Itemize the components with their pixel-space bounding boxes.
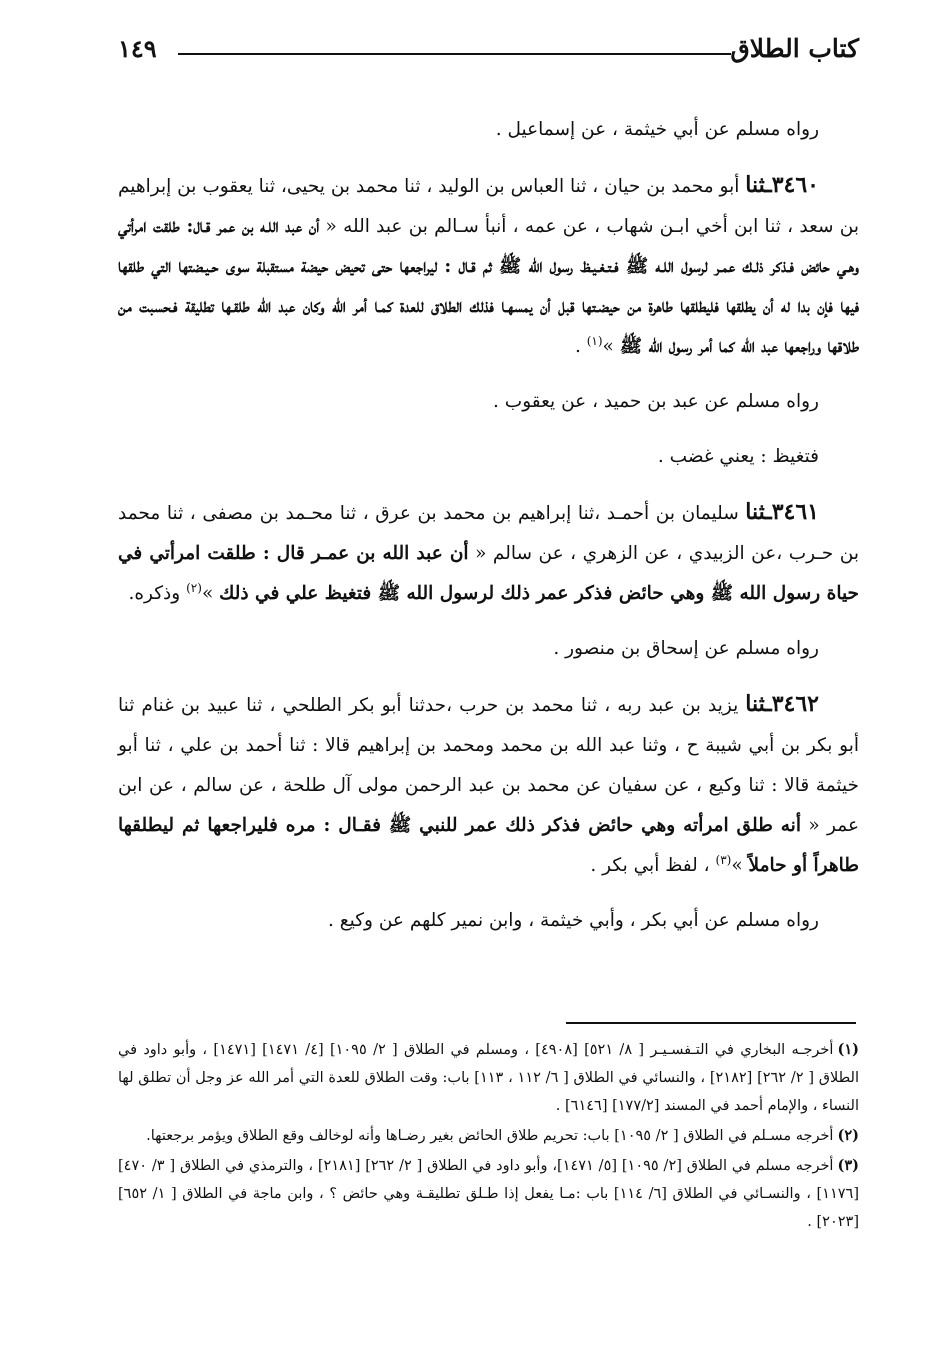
hadith-end: ، لفظ أبي بكر . — [590, 855, 716, 876]
hadith-number: ٣٤٦١ـثنا — [745, 499, 819, 525]
footnote-item — [118, 1036, 859, 1120]
footnote-text: أخرجه مسـلم في الطلاق [ ٢/ ١٠٩٥] باب: تحريم طلاق الحائض بغير رضـاها وأنه لوخالف وقع الطلاق ويؤمر برجعتها. — [146, 1128, 834, 1144]
footnote-marker: (٣) — [837, 1157, 859, 1174]
page-header — [118, 34, 859, 74]
hadith-isnad: يزيد بن عبد ربه ، ثنا محمد بن حرب ،حدثنا أبو بكر الطلحي ، ثنا عبيد بن غنام ثنا أبو بكر بن أبي شيبة ح ، وثنا عبد الله بن محمد ومحمد بن إبراهيم قالا : ثنا أحمد بن علي ، ثنا أبو خيثمة قالا : ثنا وكيع ، عن سفيان عن محمد بن عبد الرحمن مولى آل طلحة ، عن سالم ، عن ابن عمر « — [118, 695, 859, 836]
hadith-matn: أن عبد الله بن عمـر قال : طلقت امرأتي في حياة رسول الله ﷺ وهي حائض فذكر عمر ذلك لرسول الله ﷺ فتغيظ علي في ذلك — [118, 543, 859, 604]
footnote-ref: (٢) — [186, 580, 202, 595]
page-body — [118, 110, 859, 956]
hadith-isnad: سليمان بن أحمـد ،ثنا إبراهيم بن محمد بن عرق ، ثنا محـمد بن مصفى ، ثنا محمد بن حـرب ،عن الزبيدي ، عن الزهري ، عن سالم « — [118, 503, 859, 564]
footnote-item — [118, 1122, 859, 1150]
footnote-item — [118, 1152, 859, 1236]
footnote-ref: (١) — [586, 333, 603, 348]
word-gloss: فتغيظ : يعني غضب . — [657, 446, 819, 467]
footnote-text: أخرجـه البخاري في التـفسـيـر [ ٨/ ٥٢١] [٤٩٠٨] ، ومسلم في الطلاق [ ٢/ ١٠٩٥] [٤/ ١٤٧١] [١٤٧١] ، وأبو داود في الطلاق [ ٢/ ٢٦٢] [٢١٨٢] ، والنسائي في الطلاق [ ٦/ ١١٢ ، ١١٣] باب: وقت الطلاق للعدة التي أمر الله عز وجل أن تطلق لها النساء ، والإمام أحمد في المسند [١٧٧/٢] [٦١٤٦] . — [118, 1042, 859, 1114]
hadith-number: ٣٤٦٢ـثنا — [745, 691, 819, 717]
quote-close: » — [201, 583, 220, 604]
quote-close: » — [731, 855, 749, 876]
page-number: ١٤٩ — [118, 34, 157, 63]
hadith-end: وذكره. — [128, 583, 187, 604]
hadith-number: ٣٤٦٠ـثنا — [745, 172, 819, 198]
chapter-title: كتاب الطلاق — [730, 34, 859, 63]
footnotes — [118, 1036, 859, 1238]
footnote-ref: (٣) — [715, 852, 732, 867]
source-note: رواه مسلم عن أبي بكر ، وأبي خيثمة ، وابن نمير كلهم عن وكيع . — [328, 910, 819, 931]
hadith-matn: أن عبد اللـه بن عمر قـال: طلقت امرأتي وهـي حائض فـذكر ذلـك عمـر لرسول اللـه ﷺ فـتـغـيـظ رسول الله ﷺ ثم قـال : ليراجعها حتى تحيض حيضة مستقبلة سوى حـيـضتها التي طلقها فيها فإن بدا له أن يطلقها فليطلقها طاهرة من حيضـتها قبل أن يمسهـا فذلك الطلاق للعدة كمـا أمر الله وكان عبد الله طلقـها تطليقة فـحسبت من طلاقها وراجعها عبد الله كما أمر رسول الله ﷺ — [118, 216, 859, 357]
header-rule — [178, 53, 731, 55]
footnote-separator — [566, 1022, 856, 1024]
hadith-3462 — [118, 684, 859, 886]
hadith-isnad: أبو محمد بن حيان ، ثنا العباس بن الوليد ، ثنا محمد بن يحيى، ثنا يعقوب بن إبراهيم بن سعد ، ثنا ابن أخي ابـن شهاب ، عن عمه ، أنبأ سـالم بن عبد الله « — [118, 176, 859, 237]
quote-close: » — [602, 336, 620, 357]
hadith-end: . — [574, 336, 587, 357]
hadith-matn: أنه طلق امرأته وهي حائض فذكر ذلك عمر للنبي ﷺ فقـال : مره فليراجعها ثم ليطلقها طاهراً أو حاملاً — [118, 815, 859, 876]
hadith-3461 — [118, 492, 859, 614]
source-note: رواه مسلم عن أبي خيثمة ، عن إسماعيل . — [495, 119, 819, 140]
footnote-marker: (١) — [837, 1041, 859, 1058]
footnote-marker: (٢) — [837, 1127, 859, 1144]
footnote-text: أخرجه مسلم في الطلاق [٢/ ١٠٩٥] [٥/ ١٤٧١]، وأبو داود في الطلاق [ ٢/ ٢٦٢] [٢١٨١] ، والترمذي في الطلاق [ ٣/ ٤٧٠] [١١٧٦] ، والنسـائي في الطلاق [٦/ ١١٤] باب :مـا يفعل إذا طـلق تطليقـة وهي حائض ؟ ، وابن ماجة في الطلاق [ ١/ ٦٥٢] [٢٠٢٣] . — [118, 1158, 859, 1230]
hadith-3460 — [118, 165, 859, 367]
source-note: رواه مسلم عن إسحاق بن منصور . — [553, 638, 819, 659]
source-note: رواه مسلم عن عبد بن حميد ، عن يعقوب . — [493, 391, 819, 412]
